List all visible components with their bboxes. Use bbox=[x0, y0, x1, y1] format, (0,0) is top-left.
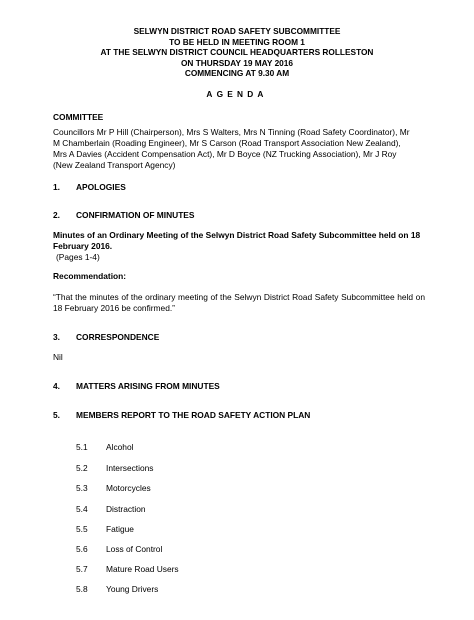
item-number: 5.3 bbox=[76, 483, 88, 493]
minutes-title: Minutes of an Ordinary Meeting of the Selwyn District Road Safety Subcommittee held on 18 February 2016. bbox=[53, 230, 421, 251]
action-plan-item-mature-road-users bbox=[76, 564, 179, 574]
action-plan-item-alcohol bbox=[76, 442, 133, 452]
correspondence-text: Nil bbox=[53, 352, 63, 362]
minutes-pages: (Pages 1-4) bbox=[56, 252, 100, 262]
action-plan-item-fatigue bbox=[76, 524, 134, 534]
header-line-committee-name: SELWYN DISTRICT ROAD SAFETY SUBCOMMITTEE bbox=[133, 26, 341, 36]
header-line-date: ON THURSDAY 19 MAY 2016 bbox=[180, 57, 294, 68]
action-plan-item-intersections bbox=[76, 463, 153, 473]
recommendation-text: “That the minutes of the ordinary meeting of the Selwyn District Road Safety Subcommittee held on 18 February 2016 be confirmed.” bbox=[53, 292, 425, 313]
section-number: 5. bbox=[53, 410, 60, 420]
section-number: 3. bbox=[53, 332, 60, 342]
item-number: 5.1 bbox=[76, 442, 88, 452]
section-members-report bbox=[53, 410, 310, 420]
section-number: 1. bbox=[53, 182, 60, 192]
section-title: CORRESPONDENCE bbox=[76, 332, 160, 342]
agenda-title: AGENDA bbox=[206, 89, 268, 99]
section-number: 2. bbox=[53, 210, 60, 220]
action-plan-item-loss-of-control bbox=[76, 544, 162, 554]
item-label: Alcohol bbox=[106, 442, 134, 452]
item-label: Motorcycles bbox=[106, 483, 151, 493]
header-line-meeting-room: TO BE HELD IN MEETING ROOM 1 bbox=[169, 36, 305, 47]
action-plan-item-motorcycles bbox=[76, 483, 151, 493]
header-line-start-time: COMMENCING AT 9.30 AM bbox=[184, 68, 290, 79]
item-label: Mature Road Users bbox=[106, 564, 179, 574]
item-label: Young Drivers bbox=[106, 584, 159, 594]
section-title: CONFIRMATION OF MINUTES bbox=[76, 210, 195, 220]
item-label: Fatigue bbox=[106, 524, 134, 534]
section-correspondence bbox=[53, 332, 159, 342]
item-number: 5.8 bbox=[76, 584, 88, 594]
header-line-venue: AT THE SELWYN DISTRICT COUNCIL HEADQUARTERS ROLLESTON bbox=[100, 47, 374, 58]
section-confirmation-of-minutes bbox=[53, 210, 194, 220]
item-number: 5.4 bbox=[76, 504, 88, 514]
document-header bbox=[0, 26, 474, 79]
action-plan-item-distraction bbox=[76, 504, 146, 514]
item-label: Distraction bbox=[106, 504, 146, 514]
action-plan-item-young-drivers bbox=[76, 584, 158, 594]
committee-heading: COMMITTEE bbox=[53, 112, 104, 122]
item-number: 5.2 bbox=[76, 463, 88, 473]
section-apologies bbox=[53, 182, 126, 192]
committee-members: Councillors Mr P Hill (Chairperson), Mrs S Walters, Mrs N Tinning (Road Safety Coordinator), Mr M Chamberlain (Roading Engineer), Mr S Carson (Road Transport Association New Zealand), Mrs A Davies (Accident Compensation Act), Mr D Boyce (NZ Trucking Association), Mr J Roy (New Zealand Transport Agency) bbox=[53, 127, 410, 170]
item-label: Loss of Control bbox=[106, 544, 163, 554]
section-title: APOLOGIES bbox=[76, 182, 126, 192]
item-number: 5.5 bbox=[76, 524, 88, 534]
section-number: 4. bbox=[53, 381, 60, 391]
section-title: MATTERS ARISING FROM MINUTES bbox=[76, 381, 220, 391]
section-matters-arising bbox=[53, 381, 220, 391]
item-label: Intersections bbox=[106, 463, 154, 473]
section-title: MEMBERS REPORT TO THE ROAD SAFETY ACTION PLAN bbox=[76, 410, 311, 420]
item-number: 5.6 bbox=[76, 544, 88, 554]
recommendation-label: Recommendation: bbox=[53, 271, 127, 281]
item-number: 5.7 bbox=[76, 564, 88, 574]
